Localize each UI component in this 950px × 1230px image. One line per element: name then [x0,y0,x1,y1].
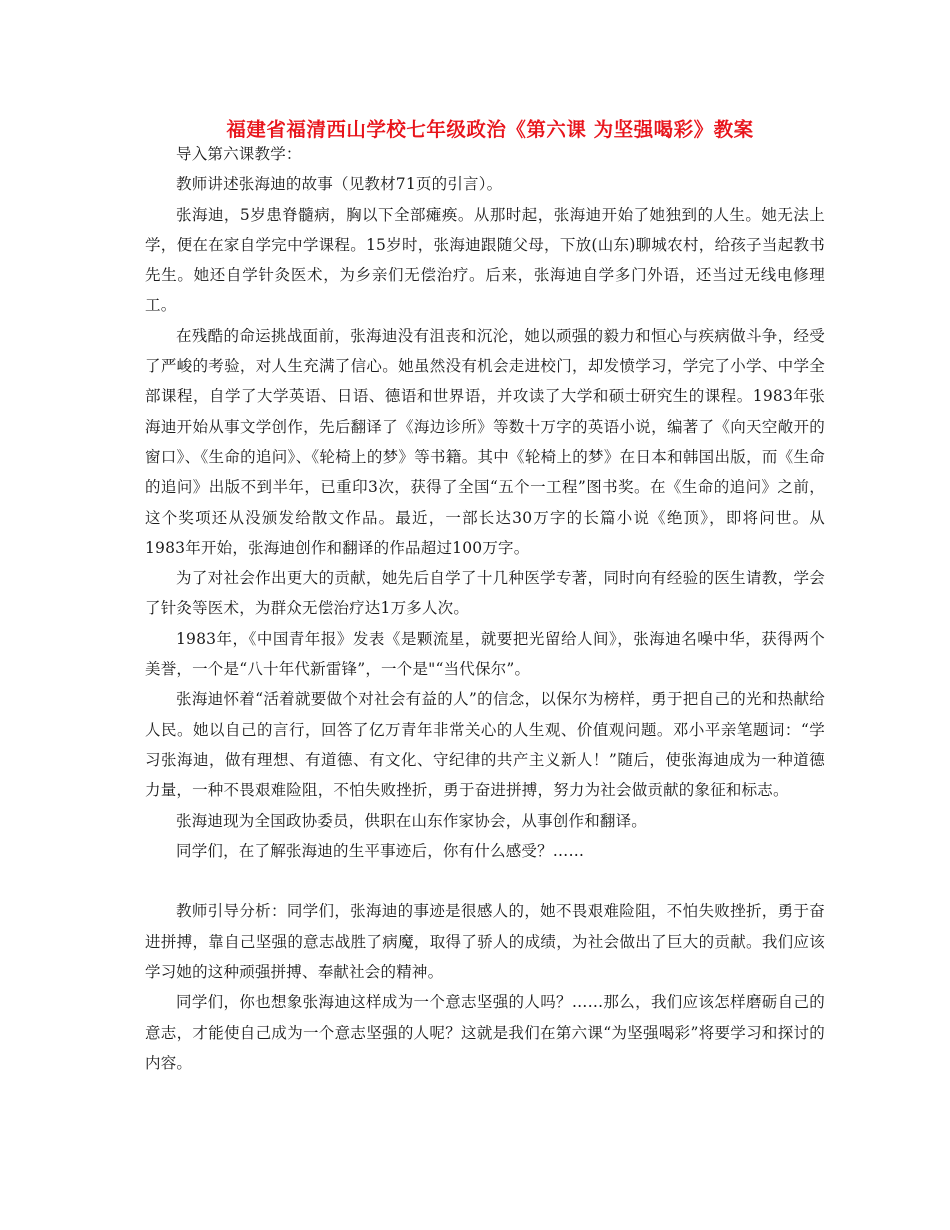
document-title: 福建省福清西山学校七年级政治《第六课 为坚强喝彩》教案 [226,118,754,141]
paragraph-lesson-intro: 同学们，你也想象张海迪这样成为一个意志坚强的人吗？……那么，我们应该怎样磨砺自己的意志，才能使自己成为一个意志坚强的人呢？这就是我们在第六课“为坚强喝彩”将要学习和探讨的内容。 [145,993,825,1072]
paragraph-teacher-analysis: 教师引导分析：同学们，张海迪的事迹是很感人的，她不畏艰难险阻，不怕失败挫折，勇于奋进拼搏，靠自己坚强的意志战胜了病魔，取得了骄人的成绩，为社会做出了巨大的贡献。我们应该学习她的这种顽强拼搏、奉献社会的精神。 [145,902,825,982]
paragraph-question: 同学们，在了解张海迪的生平事迹后，你有什么感受？…… [176,841,585,860]
paragraph-biography: 张海迪，5岁患脊髓病，胸以下全部瘫痪。从那时起，张海迪开始了她独到的人生。她无法上学，便在在家自学完中学课程。15岁时，张海迪跟随父母，下放(山东)聊城农村，给孩子当起教书先生。她还自学针灸医术，为乡亲们无偿治疗。后来，张海迪自学多门外语，还当过无线电修理工。 [145,205,825,315]
paragraph-intro-heading: 导入第六课教学： [176,145,302,163]
paragraph-honors: 1983年，《中国青年报》发表《是颗流星，就要把光留给人间》，张海迪名噪中华，获得两个美誉，一个是“八十年代新雷锋”，一个是"“当代保尔”。 [145,629,825,679]
document-body [145,139,825,1078]
paragraph-teacher-story: 教师讲述张海迪的故事（见教材71页的引言）。 [176,175,503,194]
paragraph-current-position: 张海迪现为全国政协委员，供职在山东作家协会，从事创作和翻译。 [176,811,648,830]
paragraph-belief: 张海迪怀着“活着就要做个对社会有益的人”的信念，以保尔为榜样，勇于把自己的光和热献给人民。她以自己的言行，回答了亿万青年非常关心的人生观、价值观问题。邓小平亲笔题词：“学习张海迪，做有理想、有道德、有文化、守纪律的共产主义新人！”随后，使张海迪成为一种道德力量，一种不畏艰难险阻，不怕失败挫折，勇于奋进拼搏，努力为社会做贡献的象征和标志。 [145,690,825,800]
paragraph-struggle: 在残酷的命运挑战面前，张海迪没有沮丧和沉沦，她以顽强的毅力和恒心与疾病做斗争，经受了严峻的考验，对人生充满了信心。她虽然没有机会走进校门，却发愤学习，学完了小学、中学全部课程，自学了大学英语、日语、德语和世界语，并攻读了大学和硕士研究生的课程。1983年张海迪开始从事文学创作，先后翻译了《海边诊所》等数十万字的英语小说，编著了《向天空敞开的窗口》、《生命的追问》、《轮椅上的梦》等书籍。其中《轮椅上的梦》在日本和韩国出版，而《生命的追问》出版不到半年，已重印3次，获得了全国“五个一工程”图书奖。在《生命的追问》之前，这个奖项还从没颁发给散文作品。最近，一部长达30万字的长篇小说《绝顶》，即将问世。从1983年开始，张海迪创作和翻译的作品超过100万字。 [145,326,825,557]
paragraph-medical-contribution: 为了对社会作出更大的贡献，她先后自学了十几种医学专著，同时向有经验的医生请教，学会了针灸等医术，为群众无偿治疗达1万多人次。 [145,569,825,618]
paragraph-spacer [145,866,825,896]
